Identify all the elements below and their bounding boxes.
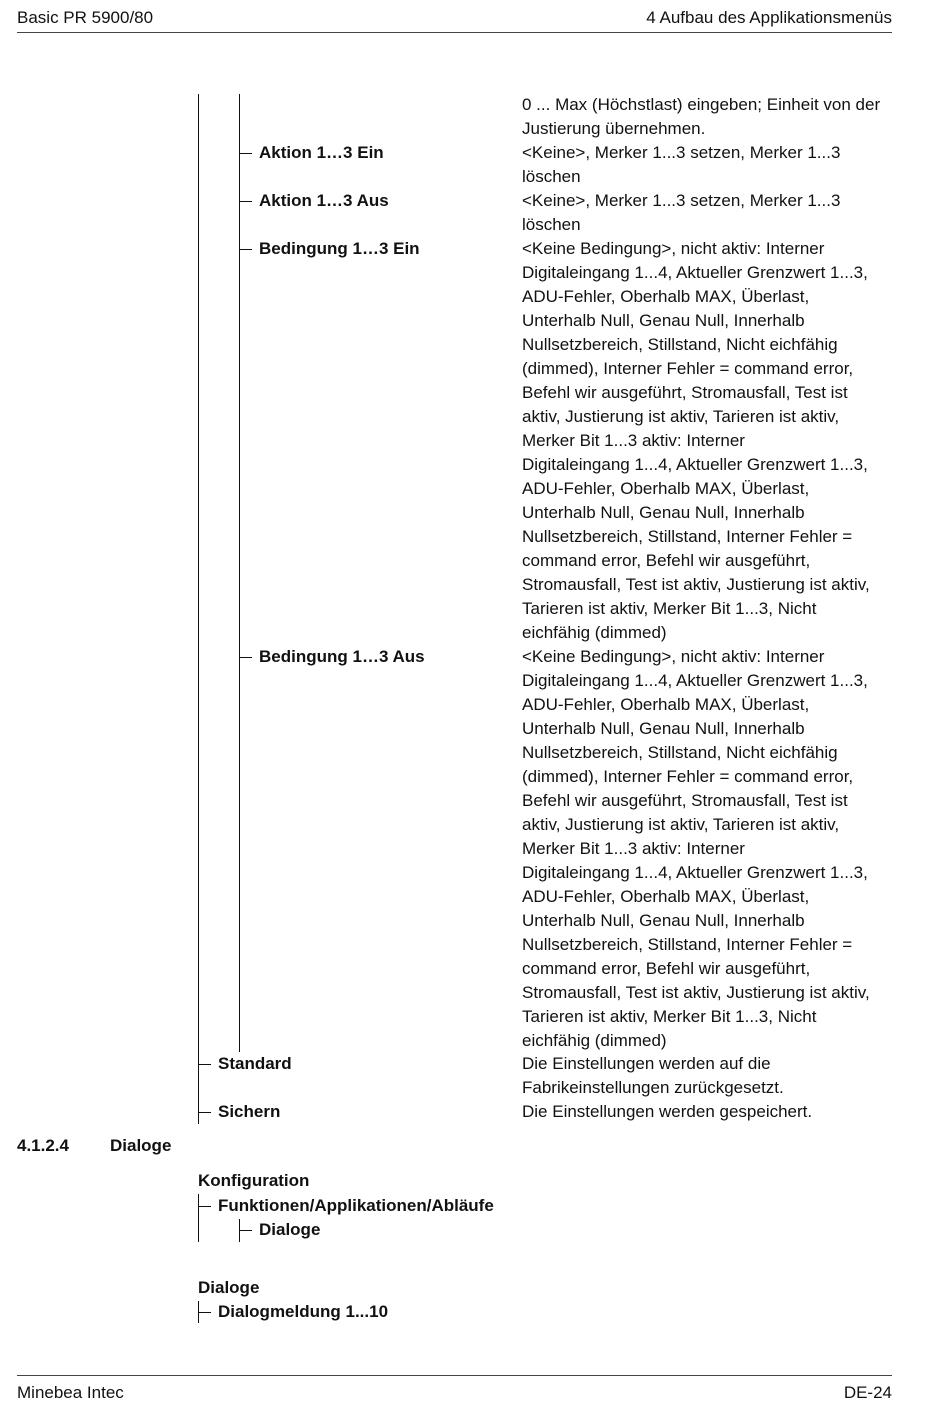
menu-item-aktion-aus: Aktion 1…3 Aus <box>259 191 389 210</box>
menu-item-standard: Standard <box>218 1054 292 1073</box>
tree-line-inner <box>239 94 240 1052</box>
tree-tick <box>240 657 252 658</box>
menu-item-standard-description: Die Einstellungen werden auf die Fabrikeinstellungen zurückgesetzt. <box>522 1054 784 1097</box>
tree-tick <box>199 1312 211 1313</box>
tree1-root: Konfiguration <box>198 1171 310 1190</box>
section-title: Dialoge <box>110 1136 172 1155</box>
tree-tick <box>240 201 252 202</box>
tree-tick <box>240 153 252 154</box>
menu-item-aktion-aus-description: <Keine>, Merker 1...3 setzen, Merker 1...3 löschen <box>522 191 841 234</box>
intro-description: 0 ... Max (Höchstlast) eingeben; Einheit von der Justierung übernehmen. <box>522 95 881 138</box>
tree-tick <box>199 1064 211 1065</box>
footer-page-number: DE-24 <box>843 1383 892 1402</box>
tree-tick <box>240 1230 252 1231</box>
menu-item-bedingung-aus-description: <Keine Bedingung>, nicht aktiv: Interner Digitaleingang 1...4, Aktueller Grenzwert 1...3, ADU-Fehler, Oberhalb MAX, Überlast, Unterhalb Null, Genau Null, Innerhalb Nullsetzbereich, Stillstand, Nicht eichfähig (dimmed), Interner Fehler = command error, Befehl wir ausgeführt, Stromausfall, Test ist aktiv, Justierung ist aktiv, Tarieren ist aktiv, Merker Bit 1...3 aktiv: Interner Digitaleingang 1...4, Aktueller Grenzwert 1...3, ADU-Fehler, Oberhalb MAX, Überlast, Unterhalb Null, Genau Null, Innerhalb Nullsetzbereich, Stillstand, Interner Fehler = command error, Befehl wir ausgeführt, Stromausfall, Test ist aktiv, Justierung ist aktiv, Tarieren ist aktiv, Merker Bit 1...3, Nicht eichfähig (dimmed) <box>522 647 870 1050</box>
tree1-line-outer <box>198 1194 199 1242</box>
tree1-child: Funktionen/Applikationen/Abläufe <box>218 1196 494 1215</box>
menu-item-bedingung-ein-description: <Keine Bedingung>, nicht aktiv: Interner Digitaleingang 1...4, Aktueller Grenzwert 1...3, ADU-Fehler, Oberhalb MAX, Überlast, Unterhalb Null, Genau Null, Innerhalb Nullsetzbereich, Stillstand, Nicht eichfähig (dimmed), Interner Fehler = command error, Befehl wir ausgeführt, Stromausfall, Test ist aktiv, Justierung ist aktiv, Tarieren ist aktiv, Merker Bit 1...3 aktiv: Interner Digitaleingang 1...4, Aktueller Grenzwert 1...3, ADU-Fehler, Oberhalb MAX, Überlast, Unterhalb Null, Genau Null, Innerhalb Nullsetzbereich, Stillstand, Interner Fehler = command error, Befehl wir ausgeführt, Stromausfall, Test ist aktiv, Justierung ist aktiv, Tarieren ist aktiv, Merker Bit 1...3, Nicht eichfähig (dimmed) <box>522 239 870 642</box>
menu-item-sichern: Sichern <box>218 1102 281 1121</box>
tree-tick <box>240 249 252 250</box>
tree-tick <box>199 1206 211 1207</box>
tree1-grandchild: Dialoge <box>259 1220 321 1239</box>
section-number: 4.1.2.4 <box>17 1136 69 1155</box>
menu-item-bedingung-aus: Bedingung 1…3 Aus <box>259 647 425 666</box>
tree-tick <box>199 1112 211 1113</box>
page-header <box>17 6 892 33</box>
menu-item-aktion-ein: Aktion 1…3 Ein <box>259 143 384 162</box>
page-footer <box>17 1375 892 1402</box>
tree2-root: Dialoge <box>198 1278 260 1297</box>
footer-company: Minebea Intec <box>17 1383 124 1402</box>
menu-item-sichern-description: Die Einstellungen werden gespeichert. <box>522 1102 813 1121</box>
menu-item-bedingung-ein: Bedingung 1…3 Ein <box>259 239 420 258</box>
menu-item-aktion-ein-description: <Keine>, Merker 1...3 setzen, Merker 1...3 löschen <box>522 143 841 186</box>
tree2-child: Dialogmeldung 1...10 <box>218 1302 389 1321</box>
tree-line-outer <box>198 94 199 1124</box>
header-document-title: Basic PR 5900/80 <box>17 8 154 27</box>
header-chapter-title: 4 Aufbau des Applikationsmenüs <box>646 8 892 27</box>
